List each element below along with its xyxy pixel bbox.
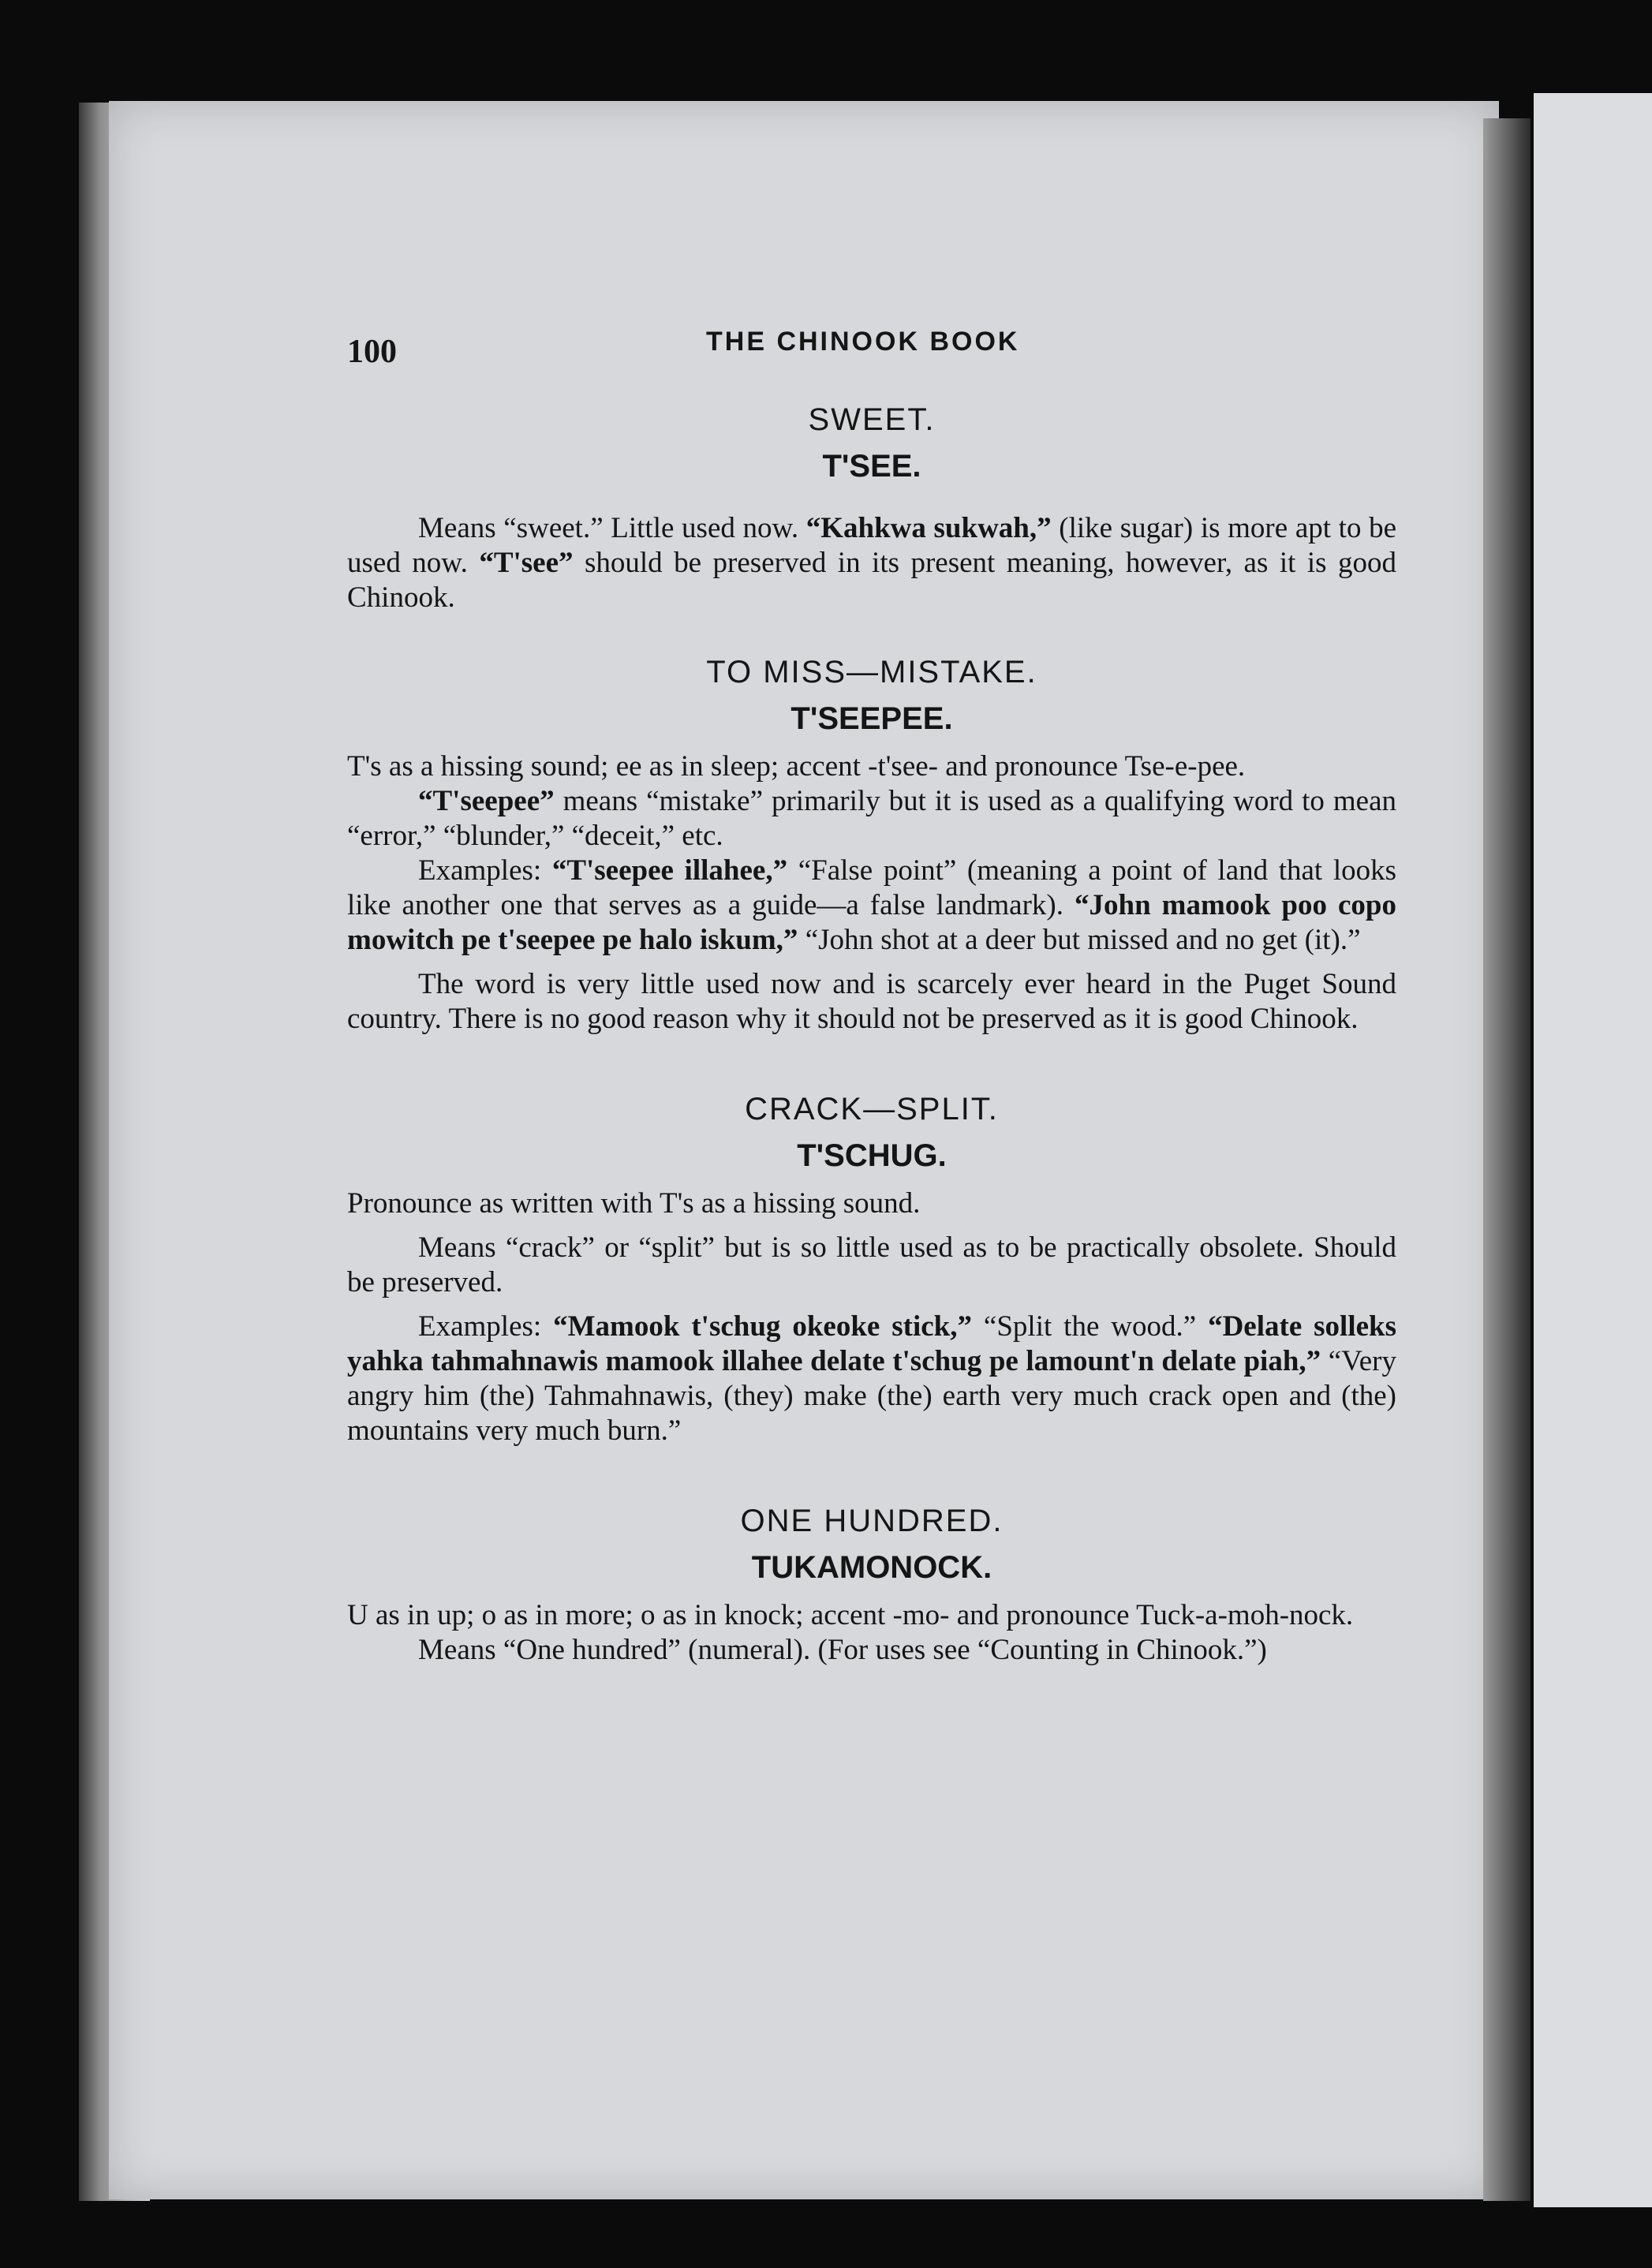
chinook-phrase: “Mamook t'schug okeoke stick,” [553, 1310, 972, 1343]
paragraph-text: means “mistake” primarily but it is used as a qualifying word to mean “error,” “blunder,” “deceit,” etc. [347, 785, 1396, 852]
entry-paragraph [347, 511, 1396, 615]
entry-sweet [347, 402, 1396, 615]
entry-heading: SWEET. [808, 402, 936, 437]
page-content [347, 316, 1396, 1668]
entry-term: T'SEEPEE. [790, 701, 953, 736]
book-gutter-right [1483, 118, 1531, 2201]
entry-to-miss [347, 655, 1396, 1037]
pronunciation-paragraph: T's as a hissing sound; ee as in sleep; accent -t'see- and pronounce Tse-e-pee. [347, 750, 1246, 783]
page-number: 100 [347, 334, 397, 370]
paragraph-text: “Very angry him (the) Tahmahnawis, (they) make (the) earth very much crack open and (the) mountains very much burn.” [347, 1345, 1396, 1447]
entry-paragraph: The word is very little used now and is scarcely ever heard in the Puget Sound country. There is no good reason why it should not be preserved as it is good Chinook. [347, 968, 1396, 1035]
entry-crack [347, 1092, 1396, 1448]
chinook-phrase: “Kahkwa sukwah,” [805, 512, 1052, 544]
chinook-phrase: “T'see” [479, 547, 574, 579]
paragraph-text: Means “sweet.” Little used now. [418, 512, 806, 544]
entry-paragraph: Means “crack” or “split” but is so little used as to be practically obsolete. Should be preserved. [347, 1231, 1396, 1298]
entry-heading: TO MISS—MISTAKE. [706, 655, 1037, 689]
entry-one-hundred [347, 1504, 1396, 1668]
entry-heading: CRACK—SPLIT. [745, 1092, 999, 1127]
paragraph-text: “John shot at a deer but missed and no get (it).” [798, 924, 1361, 956]
paragraph-text: should be preserved in its present meaning, however, as it is good Chinook. [347, 547, 1396, 614]
pronunciation-paragraph: Pronounce as written with T's as a hissing sound. [347, 1187, 921, 1220]
paragraph-text: Examples: [418, 1310, 554, 1343]
chinook-phrase: “Delate solleks yahka tahmahnawis mamook illahee delate t'schug pe lamount'n delate piah,” [347, 1310, 1397, 1377]
entry-paragraph: Means “One hundred” (numeral). (For uses see “Counting in Chinook.”) [418, 1634, 1267, 1666]
entry-paragraph [347, 784, 1396, 854]
running-title: THE CHINOOK BOOK [706, 327, 1020, 357]
chinook-phrase: “T'seepee” [418, 785, 555, 817]
pronunciation-paragraph: U as in up; o as in more; o as in knock; accent -mo- and pronounce Tuck-a-moh-nock. [347, 1599, 1354, 1631]
entry-term: T'SCHUG. [797, 1138, 947, 1173]
chinook-phrase: “T'seepee illahee,” [551, 854, 788, 887]
entry-heading: ONE HUNDRED. [740, 1504, 1004, 1538]
paragraph-text: (like sugar) is more apt to be used now. [347, 512, 1397, 579]
entry-term: T'SEE. [822, 449, 921, 484]
page-header [347, 316, 1396, 371]
entry-term: TUKAMONOCK. [751, 1550, 992, 1585]
paragraph-text: “Split the wood.” [972, 1310, 1209, 1343]
paragraph-text: “False point” (meaning a point of land that looks like another one that serves as a guide—a false landmark). [347, 854, 1397, 921]
chinook-phrase: “John mamook poo copo mowitch pe t'seepee pe halo iskum,” [347, 889, 1397, 956]
examples-paragraph [347, 1310, 1396, 1448]
paragraph-text: Examples: [418, 854, 552, 887]
next-page-edge [1534, 93, 1652, 2207]
examples-paragraph [347, 854, 1396, 958]
